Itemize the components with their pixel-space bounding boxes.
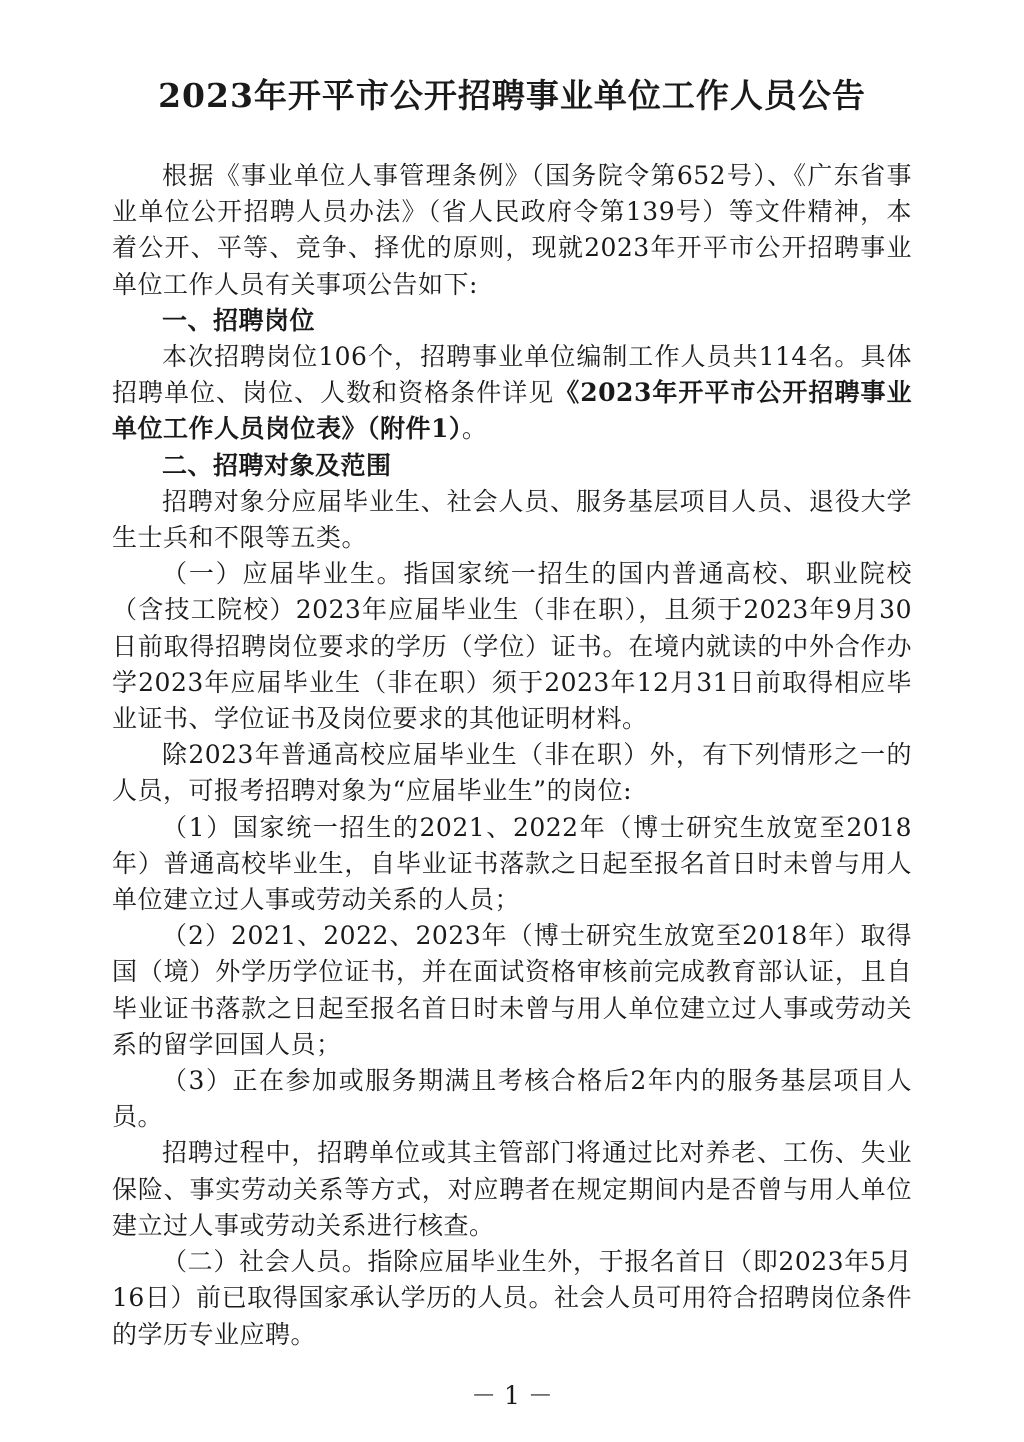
- document-body: [112, 158, 912, 1353]
- verification-paragraph: 招聘过程中，招聘单位或其主管部门将通过比对养老、工伤、失业保险、事实劳动关系等方式，对应聘者在规定期间内是否曾与用人单位建立过人事或劳动关系进行核查。: [112, 1138, 912, 1240]
- positions-paragraph: [112, 339, 912, 448]
- list-item-1: （1）国家统一招生的2021、2022年（博士研究生放宽至2018年）普通高校毕业生，自毕业证书落款之日起至报名首日时未曾与用人单位建立过人事或劳动关系的人员；: [112, 812, 912, 915]
- positions-text-end: 。: [461, 414, 488, 444]
- section-heading-targets: 二、招聘对象及范围: [162, 450, 392, 480]
- list-item-2: （2）2021、2022、2023年（博士研究生放宽至2018年）取得国（境）外学历学位证书，并在面试资格审核前完成教育部认证，且自毕业证书落款之日起至报名首日时未曾与用人单位建立过人事或劳动关系的留学回国人员；: [112, 921, 912, 1059]
- targets-intro-paragraph: 招聘对象分应届毕业生、社会人员、服务基层项目人员、退役大学生士兵和不限等五类。: [112, 486, 912, 553]
- page-number: － 1 －: [471, 1381, 553, 1410]
- list-item-3: （3）正在参加或服务期满且考核合格后2年内的服务基层项目人员。: [112, 1066, 912, 1132]
- document-title: 2023年开平市公开招聘事业单位工作人员公告: [158, 76, 866, 115]
- graduates-exceptions-paragraph: 除2023年普通高校应届毕业生（非在职）外，有下列情形之一的人员，可报考招聘对象为“应届毕业生”的岗位:: [112, 740, 912, 806]
- intro-paragraph: 根据《事业单位人事管理条例》（国务院令第652号）、《广东省事业单位公开招聘人员办法》（省人民政府令第139号）等文件精神，本着公开、平等、竞争、择优的原则，现就2023年开平市公开招聘事业单位工作人员有关事项公告如下:: [112, 161, 912, 299]
- positions-text: 本次招聘岗位106个，招聘事业单位编制工作人员共114名。具体招聘单位、岗位、人数和资格条件详见: [112, 342, 912, 408]
- social-personnel-paragraph: （二）社会人员。指除应届毕业生外，于报名首日（即2023年5月16日）前已取得国家承认学历的人员。社会人员可用符合招聘岗位条件的学历专业应聘。: [112, 1247, 912, 1349]
- attachment-reference: 《2023年开平市公开招聘事业单位工作人员岗位表》（附件1）: [112, 378, 912, 444]
- section-heading-positions: 一、招聘岗位: [162, 305, 316, 335]
- graduates-paragraph: （一）应届毕业生。指国家统一招生的国内普通高校、职业院校（含技工院校）2023年应届毕业生（非在职），且须于2023年9月30日前取得招聘岗位要求的学历（学位）证书。在境内就读的中外合作办学2023年应届毕业生（非在职）须于2023年12月31日前取得相应毕业证书、学位证书及岗位要求的其他证明材料。: [112, 559, 912, 734]
